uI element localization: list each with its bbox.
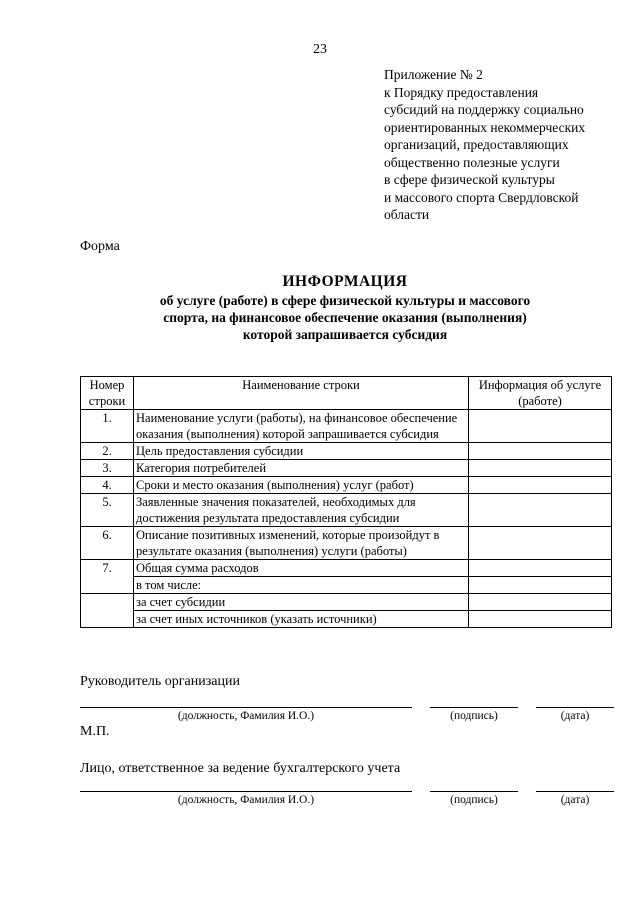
accountant-date-line[interactable] <box>536 791 614 792</box>
stamp-place: М.П. <box>80 724 110 739</box>
table-row <box>81 611 612 628</box>
table-header-row <box>81 377 612 410</box>
table-row <box>81 594 612 611</box>
title-main: ИНФОРМАЦИЯ <box>282 273 408 290</box>
row-info-cell[interactable] <box>469 560 612 577</box>
document-title <box>80 272 610 343</box>
appendix-line: к Порядку предоставления <box>384 84 539 100</box>
accountant-date-caption: (дата) <box>560 794 590 806</box>
accountant-position-line[interactable] <box>80 791 412 792</box>
row-name: Наименование услуги (работы), на финансовое обеспечение оказания (выполнения) которой запрашивается субсидия <box>134 410 469 443</box>
appendix-line: субсидий на поддержку социально <box>384 102 584 117</box>
row-number: 5. <box>81 494 134 527</box>
row-number: 4. <box>81 477 134 494</box>
row-name: Сроки и место оказания (выполнения) услуг (работ) <box>134 477 469 494</box>
row-number <box>81 594 134 628</box>
row-info-cell[interactable] <box>469 527 612 560</box>
row-info-cell[interactable] <box>469 577 612 594</box>
table-row <box>81 560 612 577</box>
row-name: Цель предоставления субсидии <box>134 443 469 460</box>
head-position-caption: (должность, Фамилия И.О.) <box>177 710 315 722</box>
appendix-line: организаций, предоставляющих <box>384 137 569 152</box>
appendix-note <box>384 66 624 224</box>
row-info-cell[interactable] <box>469 494 612 527</box>
accountant-signature-title: Лицо, ответственное за ведение бухгалтерского учета <box>80 761 401 776</box>
row-number: 1. <box>81 410 134 443</box>
table-row <box>81 527 612 560</box>
table-row <box>81 410 612 443</box>
header-row-number: Номер строки <box>81 377 134 410</box>
appendix-line: общественно полезные услуги <box>384 154 560 170</box>
head-date-caption: (дата) <box>560 710 590 722</box>
table-row <box>81 477 612 494</box>
row-number: 3. <box>81 460 134 477</box>
row-name: Категория потребителей <box>134 460 469 477</box>
row-name: Общая сумма расходов <box>134 560 469 577</box>
appendix-line: в сфере физической культуры <box>384 172 555 187</box>
row-name: за счет субсидии <box>134 594 469 611</box>
row-info-cell[interactable] <box>469 410 612 443</box>
appendix-line: и массового спорта Свердловской <box>384 189 579 205</box>
row-name: Описание позитивных изменений, которые произойдут в результате оказания (выполнения) услуги (работы) <box>134 527 469 560</box>
row-info-cell[interactable] <box>469 611 612 628</box>
row-name: Заявленные значения показателей, необходимых для достижения результата предоставления субсидии <box>134 494 469 527</box>
row-name: в том числе: <box>134 577 469 594</box>
row-number: 6. <box>81 527 134 560</box>
table-row <box>81 460 612 477</box>
table-row <box>81 443 612 460</box>
info-table <box>80 376 612 628</box>
form-label: Форма <box>80 239 120 254</box>
header-row-name: Наименование строки <box>134 377 469 410</box>
appendix-line: области <box>384 207 430 222</box>
table-row <box>81 577 612 594</box>
accountant-position-caption: (должность, Фамилия И.О.) <box>177 794 315 806</box>
appendix-line: ориентированных некоммерческих <box>384 119 586 135</box>
header-info: Информация об услуге (работе) <box>469 377 612 410</box>
title-sub-line: которой запрашивается субсидия <box>242 327 448 342</box>
row-info-cell[interactable] <box>469 594 612 611</box>
accountant-signature-caption: (подпись) <box>450 794 498 806</box>
row-number: 2. <box>81 443 134 460</box>
table-row <box>81 494 612 527</box>
row-number: 7. <box>81 560 134 594</box>
title-sub-line: об услуге (работе) в сфере физической культуры и массового <box>159 293 531 308</box>
head-signature-caption: (подпись) <box>450 710 498 722</box>
title-sub-line: спорта, на финансовое обеспечение оказания (выполнения) <box>163 310 527 325</box>
page-number: 23 <box>313 42 327 57</box>
accountant-signature-line[interactable] <box>430 791 518 792</box>
row-name: за счет иных источников (указать источники) <box>134 611 469 628</box>
head-position-line[interactable] <box>80 707 412 708</box>
head-date-line[interactable] <box>536 707 614 708</box>
head-signature-title: Руководитель организации <box>80 674 240 689</box>
row-info-cell[interactable] <box>469 443 612 460</box>
head-signature-line[interactable] <box>430 707 518 708</box>
appendix-line: Приложение № 2 <box>384 67 483 82</box>
row-info-cell[interactable] <box>469 460 612 477</box>
row-info-cell[interactable] <box>469 477 612 494</box>
